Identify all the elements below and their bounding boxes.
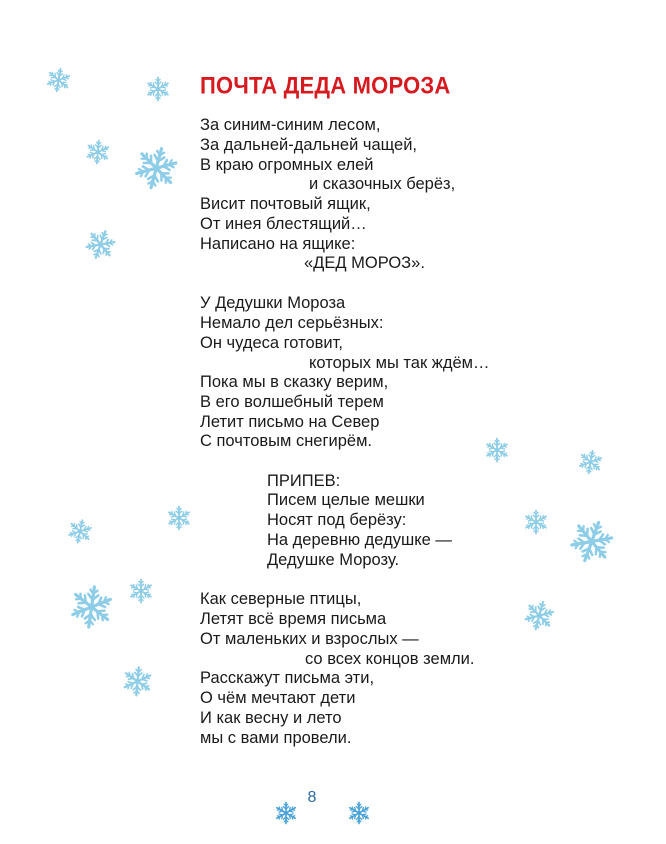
poem-line: Он чудеса готовит, (200, 334, 343, 352)
poem-line: Пока мы в сказку верим, (200, 373, 389, 391)
poem-line: На деревню дедушке — (267, 531, 452, 549)
poem-line: В краю огромных елей (200, 156, 374, 174)
poem-line: ПРИПЕВ: (267, 472, 341, 490)
poem-line: Как северные птицы, (200, 590, 362, 608)
snowflake-icon (508, 576, 547, 615)
snowflake-icon (132, 63, 158, 89)
poem-line: Расскажут письма эти, (200, 669, 375, 687)
page-title: ПОЧТА ДЕДА МОРОЗА (200, 72, 451, 99)
snowflake-icon (46, 555, 98, 607)
snowflake-icon (471, 424, 497, 450)
snowflake-icon (335, 789, 359, 813)
poem-line: которых мы так ждём… (309, 354, 490, 372)
poem-line: И как весну и лето (200, 709, 342, 727)
snowflake-icon (112, 112, 168, 168)
poem-line: От инея блестящий… (200, 215, 367, 233)
poem-line: Дедушке Морозу. (267, 551, 400, 569)
snowflake-icon (106, 647, 141, 682)
snowflake-icon (72, 124, 100, 152)
poem-line: За дальней-дальней чащей, (200, 136, 418, 154)
page-number: 8 (307, 789, 317, 806)
snowflake-icon (565, 432, 595, 462)
poem-line: Летит письмо на Север (200, 413, 380, 431)
poem-line: Написано на ящике: (200, 235, 356, 253)
snowflake-icon (115, 565, 141, 591)
poem-line: Немало дел серьёзных: (200, 314, 384, 332)
poem-line: и сказочных берёз, (309, 175, 456, 193)
snowflake-icon (70, 203, 111, 244)
poem-line: Висит почтовый ящик, (200, 195, 371, 213)
poem-line: У Дедушки Мороза (200, 294, 346, 312)
snowflake-icon (549, 483, 608, 542)
poem-line: С почтовым снегирём. (200, 432, 373, 450)
snowflake-icon (262, 789, 286, 813)
poem-line: «ДЕД МОРОЗ». (304, 254, 425, 272)
poem-line: со всех концов земли. (305, 650, 475, 668)
snowflake-icon (153, 492, 179, 518)
snowflake-icon (510, 496, 536, 522)
snowflake-icon (33, 50, 63, 80)
poem-line: За синим-синим лесом, (200, 116, 381, 134)
poem-line: Носят под берёзу: (267, 511, 407, 529)
snowflake-icon (55, 501, 86, 532)
poem-line: Писем целые мешки (267, 491, 425, 509)
poem-line: В его волшебный терем (200, 393, 384, 411)
poem-line: О чём мечтают дети (200, 689, 356, 707)
poem-line: От маленьких и взрослых — (200, 630, 419, 648)
poem-line: мы с вами провели. (200, 729, 352, 747)
poem-line: Летят всё время письма (200, 610, 387, 628)
